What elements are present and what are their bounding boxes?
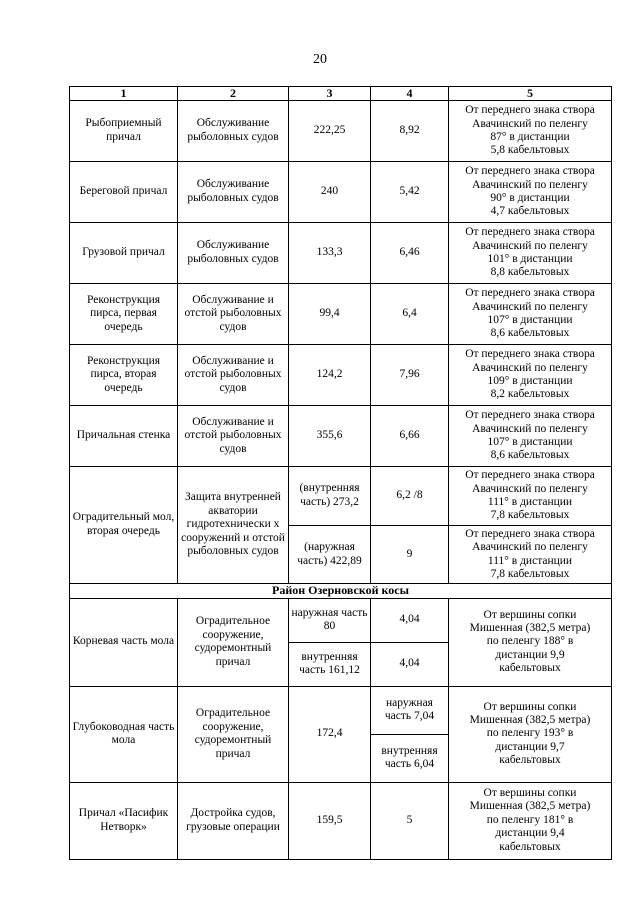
page-number: 20: [313, 52, 327, 67]
depth: 6,46: [371, 223, 449, 284]
location-line: 111° в дистанции: [487, 496, 573, 508]
location-line: Авачинский по пеленгу: [472, 361, 588, 374]
location-line: Мишенная (382,5 метра): [469, 800, 591, 813]
object-name: Оградительный мол, вторая очередь: [70, 467, 178, 584]
location: [449, 162, 612, 223]
depth: 4,04: [371, 642, 449, 686]
header-cell: 4: [371, 87, 449, 101]
purpose: Защита внутренней акватории гидротехнически х сооружений и отстой рыболовных судов: [178, 467, 289, 584]
location-line: дистанции 9,9: [495, 648, 565, 661]
header-cell: 1: [70, 87, 178, 101]
location-line: 4,7 кабельтовых: [490, 205, 570, 218]
length: 133,3: [289, 223, 371, 284]
location-line: по пеленгу 193° в: [486, 727, 574, 740]
location-line: 87° в дистанции: [490, 131, 570, 143]
location-line: Авачинский по пеленгу: [472, 117, 588, 130]
location-line: кабельтовых: [499, 840, 561, 853]
location-line: Авачинский по пеленгу: [472, 300, 588, 313]
location: [449, 686, 612, 782]
section-title: Район Озерновской косы: [70, 584, 612, 599]
object-name: Грузовой причал: [70, 223, 178, 284]
location-line: 8,6 кабельтовых: [490, 327, 570, 340]
location-line: Авачинский по пеленгу: [472, 422, 588, 435]
depth: наружная часть 7,04: [371, 686, 449, 734]
location-line: по пеленгу 188° в: [486, 635, 574, 648]
location-line: 107° в дистанции: [487, 314, 573, 326]
location-line: 8,6 кабельтовых: [490, 449, 570, 462]
location-line: От переднего знака створа: [465, 409, 595, 422]
object-name: Береговой причал: [70, 162, 178, 223]
location-line: От переднего знака створа: [465, 469, 595, 482]
location-line: дистанции 9,7: [495, 740, 565, 753]
table-row: [70, 467, 612, 526]
location-line: 7,8 кабельтовых: [490, 567, 570, 580]
depth: 6,4: [371, 284, 449, 345]
location-line: Мишенная (382,5 метра): [469, 621, 591, 634]
location: [449, 345, 612, 406]
header-row: [70, 87, 612, 101]
header-cell: 3: [289, 87, 371, 101]
table-row: [70, 686, 612, 734]
location-line: по пеленгу 181° в: [486, 813, 574, 826]
location: [449, 467, 612, 526]
purpose: Обслуживание рыболовных судов: [178, 101, 289, 162]
length: 355,6: [289, 406, 371, 467]
object-name: Причальная стенка: [70, 406, 178, 467]
location: [449, 526, 612, 584]
purpose: Оградительное сооружение, судоремонтный причал: [178, 598, 289, 686]
location-line: 109° в дистанции: [487, 375, 573, 387]
location-line: Авачинский по пеленгу: [472, 482, 588, 495]
location-line: Авачинский по пеленгу: [472, 541, 588, 554]
length: внутренняя часть 161,12: [289, 642, 371, 686]
length: 99,4: [289, 284, 371, 345]
object-name: Глубоководная часть мола: [70, 686, 178, 782]
purpose: Обслуживание рыболовных судов: [178, 162, 289, 223]
location-line: От вершины сопки: [483, 608, 577, 621]
table-row: [70, 345, 612, 406]
location-line: Мишенная (382,5 метра): [469, 713, 591, 726]
depth: 9: [371, 526, 449, 584]
location-line: 101° в дистанции: [487, 253, 573, 265]
location-line: От переднего знака створа: [465, 287, 595, 300]
location-line: От вершины сопки: [483, 700, 577, 713]
depth: 8,92: [371, 101, 449, 162]
length: 172,4: [289, 686, 371, 782]
location: [449, 406, 612, 467]
object-name: Корневая часть мола: [70, 598, 178, 686]
length: 159,5: [289, 782, 371, 859]
location: [449, 101, 612, 162]
purpose: Обслуживание рыболовных судов: [178, 223, 289, 284]
location-line: 107° в дистанции: [487, 436, 573, 448]
berths-table: [69, 86, 612, 860]
location-line: От вершины сопки: [483, 787, 577, 800]
depth: 6,2 /8: [371, 467, 449, 526]
length: (наружная часть) 422,89: [289, 526, 371, 584]
table-row: [70, 782, 612, 859]
depth: 5,42: [371, 162, 449, 223]
table-row: [70, 223, 612, 284]
purpose: Обслуживание и отстой рыболовных судов: [178, 345, 289, 406]
location-line: От переднего знака створа: [465, 348, 595, 361]
length: наружная часть 80: [289, 598, 371, 642]
purpose: Обслуживание и отстой рыболовных судов: [178, 284, 289, 345]
purpose: Достройка судов, грузовые операции: [178, 782, 289, 859]
location-line: Авачинский по пеленгу: [472, 178, 588, 191]
location-line: 7,8 кабельтовых: [490, 509, 570, 522]
header-cell: 2: [178, 87, 289, 101]
object-name: Причал «Пасифик Нетворк»: [70, 782, 178, 859]
length: 222,25: [289, 101, 371, 162]
location-line: 8,2 кабельтовых: [490, 388, 570, 401]
location-line: 111° в дистанции: [487, 554, 573, 567]
location-line: дистанции 9,4: [495, 827, 565, 840]
length: 124,2: [289, 345, 371, 406]
location-line: От переднего знака створа: [465, 165, 595, 178]
purpose: Обслуживание и отстой рыболовных судов: [178, 406, 289, 467]
location: [449, 782, 612, 859]
depth: 5: [371, 782, 449, 859]
header-cell: 5: [449, 87, 612, 101]
location-line: От переднего знака створа: [465, 104, 595, 117]
location-line: 8,8 кабельтовых: [490, 266, 570, 279]
location: [449, 598, 612, 686]
depth: внутренняя часть 6,04: [371, 734, 449, 782]
section-row: [70, 584, 612, 599]
table-row: [70, 598, 612, 642]
object-name: Реконструкция пирса, вторая очередь: [70, 345, 178, 406]
length: (внутренняя часть) 273,2: [289, 467, 371, 526]
length: 240: [289, 162, 371, 223]
location-line: 90° в дистанции: [490, 192, 570, 204]
depth: 6,66: [371, 406, 449, 467]
depth: 4,04: [371, 598, 449, 642]
location-line: Авачинский по пеленгу: [472, 239, 588, 252]
location-line: кабельтовых: [499, 662, 561, 675]
location-line: 5,8 кабельтовых: [490, 144, 570, 157]
location: [449, 223, 612, 284]
table-row: [70, 284, 612, 345]
depth: 7,96: [371, 345, 449, 406]
purpose: Оградительное сооружение, судоремонтный причал: [178, 686, 289, 782]
table-row: [70, 162, 612, 223]
location-line: От переднего знака створа: [465, 527, 595, 540]
table-row: [70, 101, 612, 162]
object-name: Рыбоприемный причал: [70, 101, 178, 162]
location-line: кабельтовых: [499, 754, 561, 767]
location: [449, 284, 612, 345]
object-name: Реконструкция пирса, первая очередь: [70, 284, 178, 345]
location-line: От переднего знака створа: [465, 226, 595, 239]
table-row: [70, 406, 612, 467]
